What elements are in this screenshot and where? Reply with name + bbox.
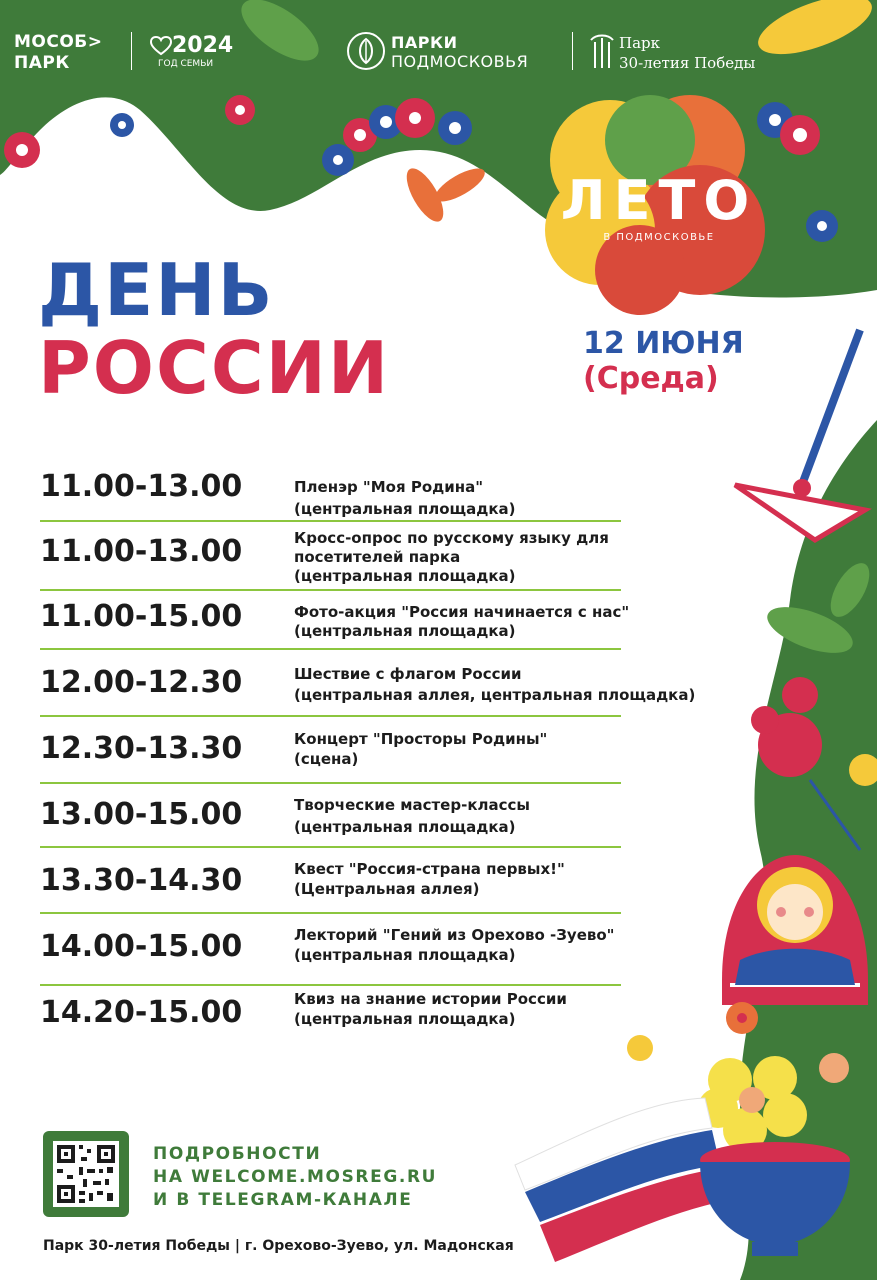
parks-leaf-icon [346, 31, 386, 71]
mosobpark-line2: ПАРК [14, 53, 70, 73]
event-title-line1: ДЕНЬ [38, 248, 275, 332]
schedule-title: Концерт "Просторы Родины" [294, 730, 548, 748]
schedule-location: (Центральная аллея) [294, 880, 480, 898]
schedule-time: 14.00-15.00 [40, 929, 243, 964]
schedule-location: (центральная площадка) [294, 500, 516, 518]
schedule-time: 11.00-13.00 [40, 534, 243, 569]
park-name-line1: Парк [619, 34, 661, 52]
schedule-location: (центральная площадка) [294, 818, 516, 836]
schedule-title: Квест "Россия-страна первых!" [294, 860, 565, 878]
year-label: 2024 [172, 33, 234, 58]
qr-code[interactable] [43, 1131, 129, 1217]
schedule-divider [40, 715, 621, 717]
schedule-divider [40, 520, 621, 522]
qr-code-icon [43, 1131, 129, 1217]
mosobpark-logo [14, 32, 103, 74]
schedule-divider [40, 589, 621, 591]
event-title-line2: РОССИИ [38, 326, 391, 410]
header-divider [131, 32, 132, 70]
schedule-location: (центральная площадка) [294, 946, 516, 964]
parks-title-line2: ПОДМОСКОВЬЯ [391, 52, 529, 71]
details-link[interactable]: НА WELCOME.MOSREG.RU [153, 1167, 438, 1187]
schedule-title: Шествие с флагом России [294, 665, 522, 683]
leaf-shape [431, 162, 489, 207]
schedule-divider [40, 846, 621, 848]
heart-icon [150, 36, 172, 56]
event-weekday: (Среда) [583, 361, 719, 396]
schedule-location: (сцена) [294, 750, 359, 768]
schedule-title: Пленэр "Моя Родина" [294, 478, 484, 496]
schedule-title: Лекторий "Гений из Орехово -Зуево" [294, 926, 615, 944]
schedule-title: Творческие мастер-классы [294, 796, 530, 814]
schedule-location: (центральная площадка) [294, 1010, 516, 1028]
balalaika-illustration [735, 330, 865, 540]
schedule-time: 11.00-13.00 [40, 469, 243, 504]
event-date: 12 ИЮНЯ [583, 326, 744, 361]
tricolor-ribbon [515, 1098, 728, 1262]
flower-shape [819, 1053, 849, 1083]
schedule-time: 12.30-13.30 [40, 731, 243, 766]
schedule-location: (центральная аллея, центральная площадка) [294, 686, 696, 704]
park-columns-icon [588, 32, 616, 70]
summer-logo-title: ЛЕТО [560, 169, 758, 232]
park-name-line2: 30-летия Победы [619, 54, 756, 72]
flower-shape [627, 1035, 653, 1061]
schedule-title: Кросс-опрос по русскому языку для посетителей парка [294, 529, 609, 566]
schedule-divider [40, 648, 621, 650]
header-divider [572, 32, 573, 70]
schedule-location: (центральная площадка) [294, 622, 516, 640]
schedule-time: 13.00-15.00 [40, 797, 243, 832]
schedule-time: 13.30-14.30 [40, 863, 243, 898]
details-line1: ПОДРОБНОСТИ [153, 1144, 322, 1164]
schedule-divider [40, 912, 621, 914]
schedule-divider [40, 782, 621, 784]
schedule-time: 12.00-12.30 [40, 665, 243, 700]
schedule-time: 11.00-15.00 [40, 599, 243, 634]
schedule-location: (центральная площадка) [294, 567, 516, 585]
schedule-title: Квиз на знание истории России [294, 990, 567, 1008]
schedule-title: Фото-акция "Россия начинается с нас" [294, 603, 630, 621]
schedule-divider [40, 984, 621, 986]
summer-logo-subtitle: В ПОДМОСКОВЬЕ [603, 232, 715, 243]
schedule-time: 14.20-15.00 [40, 995, 243, 1030]
year-caption: ГОД СЕМЬИ [158, 59, 214, 69]
parks-title-line1: ПАРКИ [391, 33, 458, 52]
address: Парк 30-летия Победы | г. Орехово-Зуево, ул. Мадонская [43, 1238, 514, 1254]
details-telegram: И В TELEGRAM-КАНАЛЕ [153, 1190, 413, 1210]
mosobpark-line1: МОСОБ> [14, 32, 103, 52]
